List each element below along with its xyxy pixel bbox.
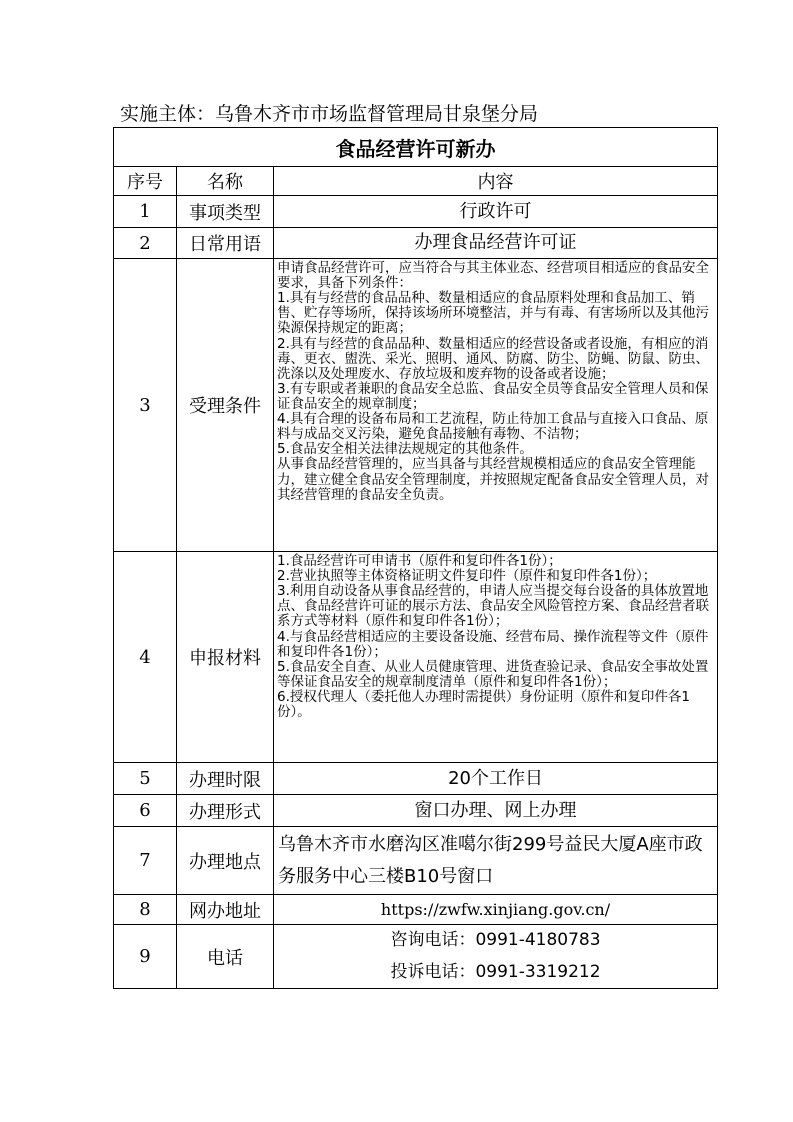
acceptance-conditions [274, 259, 718, 552]
table-row [114, 795, 718, 827]
phone-numbers [274, 925, 718, 989]
application-materials [274, 552, 718, 763]
implementing-subject: 实施主体：乌鲁木齐市市场监督管理局甘泉堡分局 [120, 103, 539, 125]
table-row [114, 196, 718, 228]
office-address: 乌鲁木齐市水磨沟区准噶尔街299号益民大厦A座市政务服务中心三楼B10号窗口 [274, 827, 718, 895]
condition-line: 5.食品安全相关法律法规规定的其他条件。 [277, 441, 533, 458]
row-number: 6 [114, 795, 177, 827]
header-name: 名称 [177, 167, 274, 196]
online-service-link[interactable]: https://zwfw.xinjiang.gov.cn/ [274, 895, 718, 925]
condition-line: 4.具有合理的设备布局和工艺流程，防止待加工食品与直接入口食品、原料与成品交叉污染，避免食品接触有毒物、不洁物； [277, 411, 709, 443]
row-number: 9 [114, 925, 177, 989]
row-name: 电话 [177, 925, 274, 989]
row-number: 2 [114, 228, 177, 259]
table-header-row [114, 167, 718, 196]
row-content: 办理食品经营许可证 [274, 228, 718, 259]
condition-line: 2.具有与经营的食品品种、数量相适应的经营设备或者设施，有相应的消毒、更衣、盥洗、采光、照明、通风、防腐、防尘、防蝇、防鼠、防虫、洗涤以及处理废水、存放垃圾和废弃物的设备或者设施； [277, 335, 709, 382]
material-line: 1.食品经营许可申请书（原件和复印件各1份）； [277, 553, 562, 569]
row-name: 办理地点 [177, 827, 274, 895]
service-info-table [113, 127, 718, 989]
row-number: 3 [114, 259, 177, 552]
table-row [114, 259, 718, 552]
row-name: 办理形式 [177, 795, 274, 827]
row-content: 窗口办理、网上办理 [274, 795, 718, 827]
row-number: 7 [114, 827, 177, 895]
material-line: 6.授权代理人（委托他人办理时需提供）身份证明（原件和复印件各1份）。 [277, 688, 690, 721]
row-name: 网办地址 [177, 895, 274, 925]
row-number: 1 [114, 196, 177, 228]
table-row [114, 552, 718, 763]
row-number: 5 [114, 763, 177, 795]
complaint-phone: 投诉电话：0991-3319212 [390, 961, 601, 982]
table-row [114, 763, 718, 795]
condition-line: 从事食品经营管理的，应当具备与其经营规模相适应的食品安全管理能力，建立健全食品安全管理制度，并按照规定配备食品安全管理人员，对其经营管理的食品安全负责。 [277, 456, 709, 503]
header-serial: 序号 [114, 167, 177, 196]
row-name: 日常用语 [177, 228, 274, 259]
row-name: 受理条件 [177, 259, 274, 552]
condition-line: 1.具有与经营的食品品种、数量相适应的食品原料处理和食品加工、销售、贮存等场所，保持该场所环境整洁，并与有毒、有害场所以及其他污染源保持规定的距离； [277, 290, 709, 337]
consult-phone: 咨询电话：0991-4180783 [390, 930, 601, 951]
row-number: 4 [114, 552, 177, 763]
condition-line: 3.有专职或者兼职的食品安全总监、食品安全员等食品安全管理人员和保证食品安全的规章制度； [277, 380, 709, 412]
material-line: 5.食品安全自查、从业人员健康管理、进货查验记录、食品安全事故处置等保证食品安全的规章制度清单（原件和复印件各1份）； [277, 658, 709, 690]
row-content: 行政许可 [274, 196, 718, 228]
condition-line: 申请食品经营许可，应当符合与其主体业态、经营项目相适应的食品安全要求，具备下列条件： [277, 260, 709, 292]
table-row [114, 925, 718, 989]
table-row [114, 895, 718, 925]
row-name: 事项类型 [177, 196, 274, 228]
table-title: 食品经营许可新办 [114, 128, 718, 167]
row-name: 办理时限 [177, 763, 274, 795]
row-name: 申报材料 [177, 552, 274, 763]
row-number: 8 [114, 895, 177, 925]
row-content: 20个工作日 [274, 763, 718, 795]
material-line: 4.与食品经营相适应的主要设备设施、经营布局、操作流程等文件（原件和复印件各1份）； [277, 628, 709, 660]
material-line: 2.营业执照等主体资格证明文件复印件（原件和复印件各1份）； [277, 568, 657, 585]
table-row [114, 228, 718, 259]
table-row [114, 827, 718, 895]
material-line: 3.利用自动设备从事食品经营的，申请人应当提交每台设备的具体放置地点、食品经营许可证的展示方法、食品安全风险管控方案、食品经营者联系方式等材料（原件和复印件各1份）； [277, 583, 709, 630]
table-title-row [114, 128, 718, 167]
header-content: 内容 [274, 167, 718, 196]
